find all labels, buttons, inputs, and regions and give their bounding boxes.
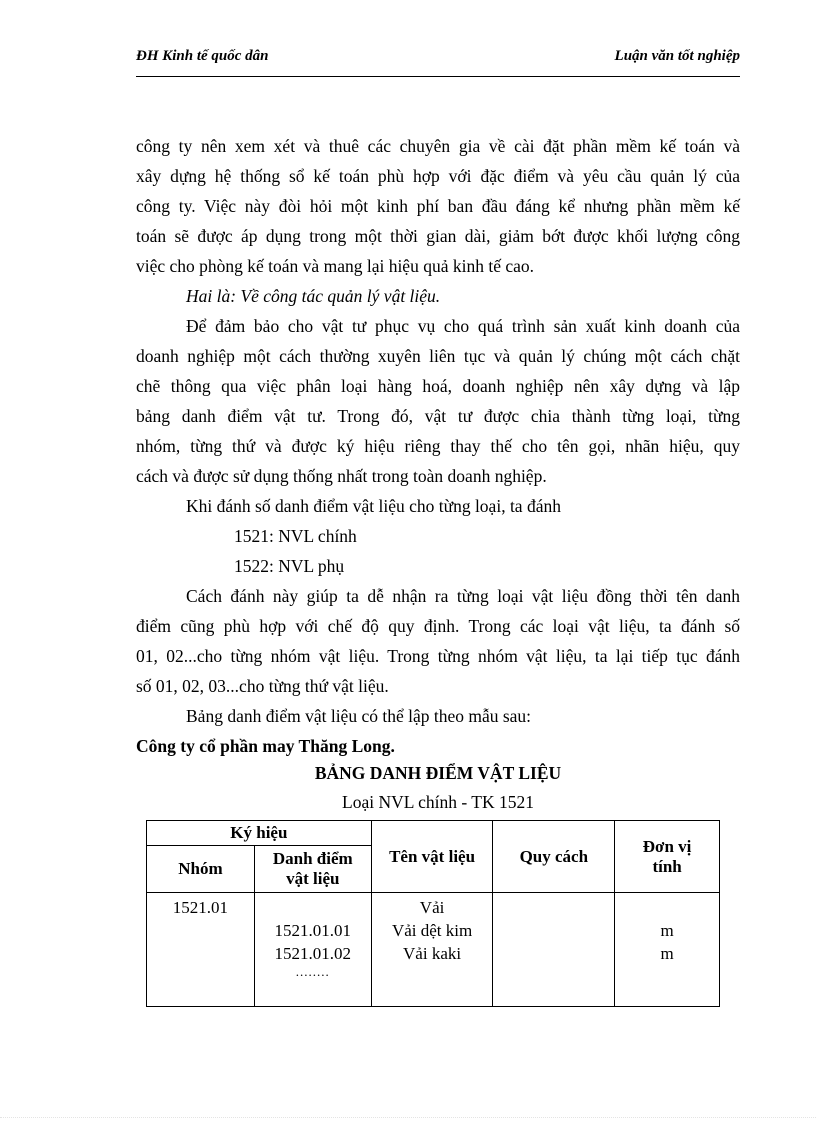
paragraph-line: doanh nghiệp một cách thường xuyên liên tục và quản lý chúng một cách chặt	[136, 346, 740, 366]
paragraph-line: công ty. Việc này đòi hỏi một kinh phí ban đầu đáng kể nhưng phần mềm kế	[136, 196, 740, 216]
cell-nhom	[147, 893, 255, 1007]
header-quy-cach: Quy cách	[493, 821, 615, 893]
cell-value: m	[660, 921, 674, 940]
cell-danh-diem	[254, 893, 371, 1007]
list-item: 1522: NVL phụ	[234, 556, 345, 576]
paragraph-line: Cách đánh này giúp ta dễ nhận ra từng loại vật liệu đồng thời tên danh	[186, 586, 740, 606]
cell-value: Vải dệt kim	[391, 921, 473, 940]
cell-value: 1521.01.01	[274, 921, 352, 940]
cell-don-vi	[615, 893, 720, 1007]
header-don-vi-line2: tính	[652, 856, 682, 876]
cell-value	[615, 896, 719, 919]
page-bottom-edge	[0, 1117, 816, 1118]
cell-quy-cach	[493, 893, 615, 1007]
cell-ten-vat-lieu	[371, 893, 493, 1007]
header-danh-diem-line1: Danh điểm	[272, 849, 353, 868]
header-ten-vat-lieu: Tên vật liệu	[371, 821, 493, 893]
list-item: 1521: NVL chính	[234, 526, 357, 546]
header-don-vi-line1: Đơn vị	[642, 836, 692, 856]
paragraph-line: bảng danh điểm vật tư. Trong đó, vật tư được chia thành từng loại, từng	[136, 406, 740, 426]
section-heading: Hai là: Về công tác quản lý vật liệu.	[186, 286, 441, 306]
paragraph-line: công ty nên xem xét và thuê các chuyên gia về cài đặt phần mềm kế toán và	[136, 136, 740, 156]
paragraph-line: xây dựng hệ thống sổ kế toán phù hợp với đặc điểm và yêu cầu quản lý của	[136, 166, 740, 186]
header-nhom: Nhóm	[147, 846, 255, 893]
paragraph-line: nhóm, từng thứ và được ký hiệu riêng thay thế cho tên gọi, nhãn hiệu, quy	[136, 436, 740, 456]
table-title: BẢNG DANH ĐIỂM VẬT LIỆU	[314, 763, 562, 783]
page-header	[136, 48, 740, 70]
header-don-vi-tinh	[615, 821, 720, 893]
paragraph-line: Bảng danh điểm vật liệu có thể lập theo mẫu sau:	[186, 706, 532, 726]
header-danh-diem	[254, 846, 371, 893]
paragraph-line: chẽ thông qua việc phân loại hàng hoá, doanh nghiệp nên xây dựng và lập	[136, 376, 740, 396]
table-row	[147, 893, 720, 1007]
body-text	[136, 131, 740, 761]
cell-value: 1521.01.02	[274, 944, 352, 963]
paragraph-line: Khi đánh số danh điểm vật liệu cho từng loại, ta đánh	[186, 496, 561, 516]
paragraph-line: số 01, 02, 03...cho từng thứ vật liệu.	[136, 676, 389, 696]
header-left: ĐH Kinh tế quốc dân	[136, 48, 269, 64]
table-subtitle: Loại NVL chính - TK 1521	[342, 792, 534, 812]
header-ky-hieu: Ký hiệu	[147, 821, 372, 846]
material-catalog-table	[146, 820, 720, 1007]
paragraph-line: Để đảm bảo cho vật tư phục vụ cho quá trình sản xuất kinh doanh của	[186, 316, 740, 336]
header-danh-diem-line2: vật liệu	[286, 869, 340, 888]
cell-value: Vải kaki	[403, 944, 462, 963]
cell-value: m	[660, 944, 674, 963]
header-divider	[136, 76, 740, 77]
cell-value	[255, 896, 371, 919]
paragraph-line: việc cho phòng kế toán và mang lại hiệu quả kinh tế cao.	[136, 256, 534, 276]
cell-value: 1521.01	[172, 898, 229, 917]
cell-value	[493, 896, 614, 919]
company-name: Công ty cổ phần may Thăng Long.	[136, 736, 395, 756]
header-right: Luận văn tốt nghiệp	[614, 48, 740, 64]
paragraph-line: điểm cũng phù hợp với chế độ quy định. Trong các loại vật liệu, ta đánh số	[136, 616, 740, 636]
cell-value: Vải	[419, 898, 445, 917]
paragraph-line: toán sẽ được áp dụng trong một thời gian dài, giảm bớt được khối lượng công	[136, 226, 740, 246]
table-header-row	[147, 821, 720, 846]
paragraph-line: cách và được sử dụng thống nhất trong toàn doanh nghiệp.	[136, 466, 547, 486]
ellipsis: ........	[295, 964, 330, 979]
paragraph-line: 01, 02...cho từng nhóm vật liệu. Trong từng nhóm vật liệu, ta lại tiếp tục đánh	[136, 646, 740, 666]
